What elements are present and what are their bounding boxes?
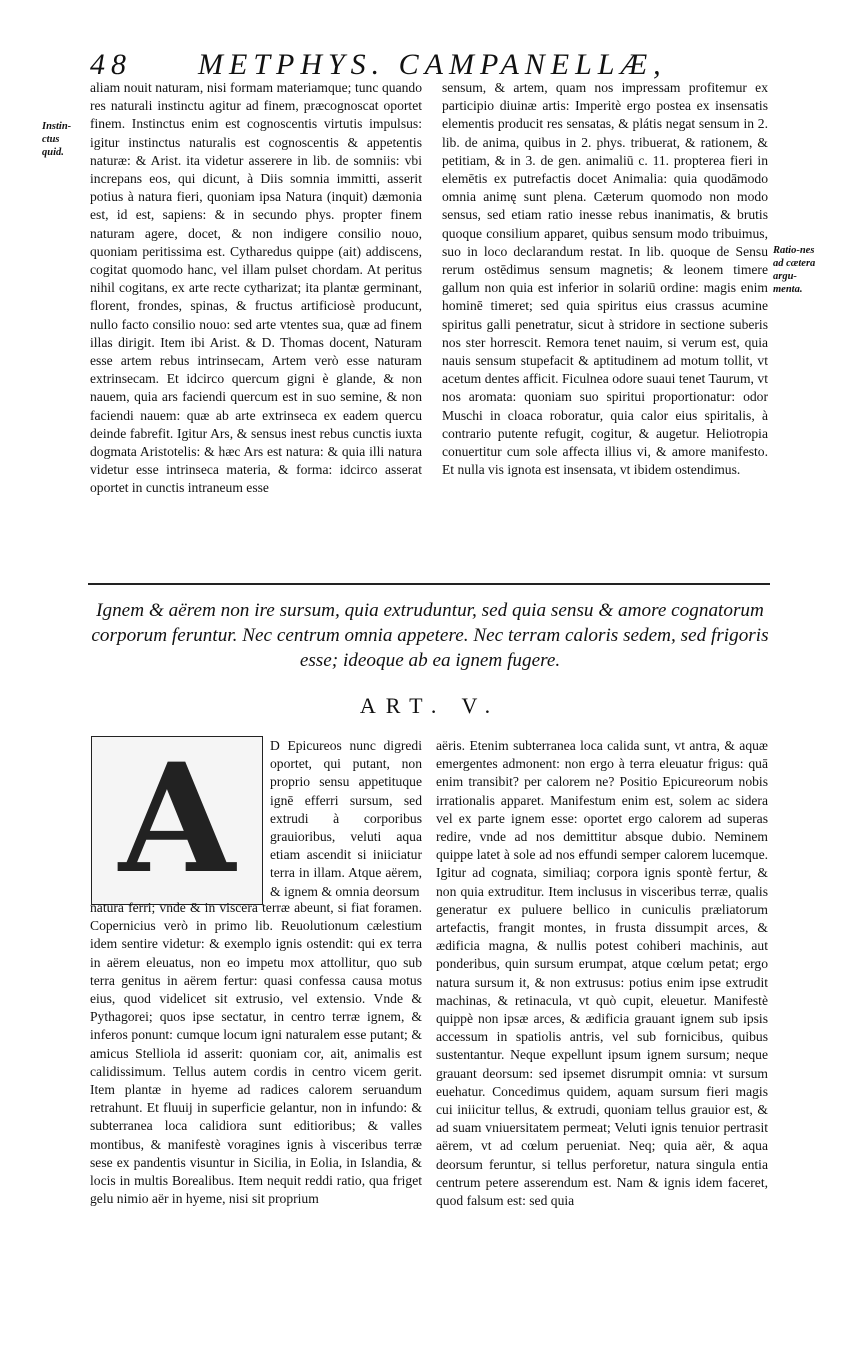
- page-number: 48: [90, 48, 132, 81]
- article-summary: Ignem & aërem non ire sursum, quia extruduntur, sed quia sensu & amore cognatorum corporum feruntur. Nec centrum omnia appetere. Nec terram caloris sedem, sed frigoris esse; ideoque ab ea ignem fugere.: [91, 600, 769, 671]
- bottom-left-text-a: D Epicureos nunc digredi oportet, qui putant, non proprio sensu appetituque ignē efferri sursum, sed extrudi à corporibus grauioribus, veluti aqua etiam ascendit si iniiciatur terra in illam. Atque aërem, & ignem & omnia deorsum: [270, 738, 422, 899]
- margin-note-left: Instin-ctus quid.: [42, 121, 72, 158]
- bottom-right-text: aëris. Etenim subterranea loca calida sunt, vt antra, & aquæ emergentes admonent: non ergo à terra eleuatur frigus: quā enim transibit? per calorem ne? Positio Epicureorum nobis irrationalis apparet. Manifestum enim est, solem ac sidera vel ex parte ignem esse: oportet ergo calorem ad superas redire, vnde ad nos demittitur absque dubio. Neminem quippe latet à sole ad nos effundi semper calorem lucemque. Igitur ad cognata, similiaq; corpora ignis spontè fertur, & non quia extruditur. Item inclusus in visceribus terræ, qualis generatur ex puluere bellico in cuniculis præliatorum artefactis, frangit montes, in frusta dissumpit arces, & ædificia magna, & nullis potest cohiberi machinis, aut ponderibus, quin sursum erumpat, atque cœlum petat; ergo natura sursum it, & non extrusus: potius enim ipse extrudit machinas, & retinacula, vt quò cupit, eleuetur. Manifestè quippè non ipsæ arces, & ædificia grauant ignem sub ipsis accessum in spatiolis antris, vel sub fornicibus, quibus sustentantur. Neque expellunt ipsum ignem sursum; neque grauant deorsum: sed ipsemet disrumpit omnia: vt sursum euehatur. Concedimus quidem, aquam sursum fieri magis cui iniicitur tellus, & extrudi, quoniam tellus grauior est, & ad suam vniuersitatem permeat; Veluti ignis tenuior pertrasit aërem, vt ad cœlum perueniat. Neq; quia aër, & aqua deorsum feruntur, si tellus perforetur, natura singula entia centrum petere asserendum est. Nam & ignis idem faceret, quod falsum est: sed quia: [436, 738, 768, 1209]
- article-heading: ART. V.: [359, 693, 501, 718]
- bottom-left-column: [90, 899, 422, 1208]
- top-right-column: [442, 79, 768, 479]
- initial-letter-glyph: A: [118, 731, 236, 907]
- top-left-text: aliam nouit naturam, nisi formam materiamque; tunc quando res naturali instinctu agitur ad finem, præcognoscat oportet finem. Instinctus enim est cognoscentis virtutis impulsus: igitur instinctus naturalis est cognoscentis & appetentis naturæ: & Arist. ita videtur asserere in lib. de somniis: vbi increpans eos, qui dicunt, à Diis somnia immitti, asserit potius à natura fieri, quoniam ipsa Natura (inquit) dæmonia est, id est, sapiens: & in secundo phys. propter finem naturam agere, docet, & non indigere consilio nouo, quoniam peritissima est. Cytharedus quippe (ait) addiscens, cogitat quomodo hanc, vel illam pulset chordam. At peritus nihil cogitans, ex arte recte cytharizat; ita plantæ germinant, florent, frondes, spinas, & fructus artificiosè producunt, nullo facto consilio nouo: sed arte vtentes sua, quæ ad finem illas dirigit. Item ibi Arist. & D. Thomas docent, Naturam esse artem rebus intrinsecam, Artem verò esse naturam extrinsecam. Et idcirco quercum gigni è glande, & non nauem, quia ars faciendi quercum est in suo semine, & non faciendi nauem: quæ ab arte extrinseca ex eadem quercu deinde fabrefit. Igitur Ars, & sensus inest rebus cunctis iuxta dogmata Aristotelis: & hæc Ars est natura: & quia illi natura videtur esse intrinseca materia, & forma: idcirco asserat oportet in cunctis intraneum esse: [90, 80, 422, 496]
- top-right-text: sensum, & artem, quam nos impressam profitemur ex participio diuinæ artis: Imperitè ergo postea ex insensatis elementis producit res sensatas, & plátis negat sensum in 2. lib. de anima, quibus in 2. phys. tribuerat, & rationem, & petitiam, & in 3. de gen. animaliū c. 11. propterea fieri in elemētis ex putrefactis docet Animalia: quia quodāmodo omnia animę sunt plena. Cæterum quomodo non modo sensus, sed etiam ratio inesse rebus inanimatis, & brutis quoque consilium apparet, quibus sensum modo tribuimus, suo in loco declarandum restat. In lib. quoque de Sensu rerum ostēdimus sensum magnetis; & leonem timere gallum non quia est inferior in solariū ordine: magis enim hominē timeret; sed quia spiritus eius crassus acumine spiritus galli penetratur, sicut à stridore in sectione suberis nos ster horrescit. Remora tenet nauim, si verum est, quia nauis sensum stupefacit & aptitudinem ad motum tollit, vt acetum dentes afficit. Ficulnea odore suaui tenet Taurum, vt nos aromata: quoniam suo spiritui proportionatur: odor Muschi in cloaca roboratur, quia calor eius spiritalis, à contrario putente refugit, cogitur, & augetur. Heliotropia conuertitur cum sole affecta illius vi, & amore manifesto. Et nulla vis ignota est insensata, vt ibidem ostendimus.: [442, 80, 768, 478]
- bottom-left-column-beside-initial: [270, 737, 422, 901]
- bottom-left-text-b: natura ferri; vnde & in viscera terræ abeunt, si fiat foramen. Copernicius verò in primo lib. Reuolutionum cælestium idem sentire videtur: & exemplo ignis ostendit: qui ex terra in aërem eleuatus, non eo impetu mox attollitur, quo sub terra genitus in aërem fertur: quasi confessa causa motus eius, quod videlicet sit extrusio, vel extensio. Vnde & Pythagorei; quos ipse sectatur, in centro terræ ignem, & inferos ponunt: cumque locum igni naturalem esse putant; & amicus Stelliola id asserit: quoniam cor, ait, animalis est calidissimum. Tellus autem cordis in centro vicem gerit. Item plantæ in hyeme ad radices calorem seruandum retrahunt. Et fluuij in superficie gelantur, non in infundo: & subterranea loca calidiora sunt editioribus; & valles montibus, & manifestè voragines ignis à visceribus terræ sese ex pandentis visuntur in Sicilia, in Eolia, in Islandia, & locis in multis Borealibus. Item nequit reddi ratio, qua friget gelu nimio aër in hyeme, nisi sit proprium: [90, 900, 422, 1207]
- section-divider: [88, 583, 770, 585]
- decorated-initial-letter: [91, 731, 263, 907]
- margin-note-right: Ratio-nes ad cætera argu-menta.: [773, 245, 816, 295]
- running-title: METPHYS. CAMPANELLÆ,: [198, 48, 667, 81]
- top-left-column: [90, 79, 422, 498]
- bottom-right-column: [436, 737, 768, 1210]
